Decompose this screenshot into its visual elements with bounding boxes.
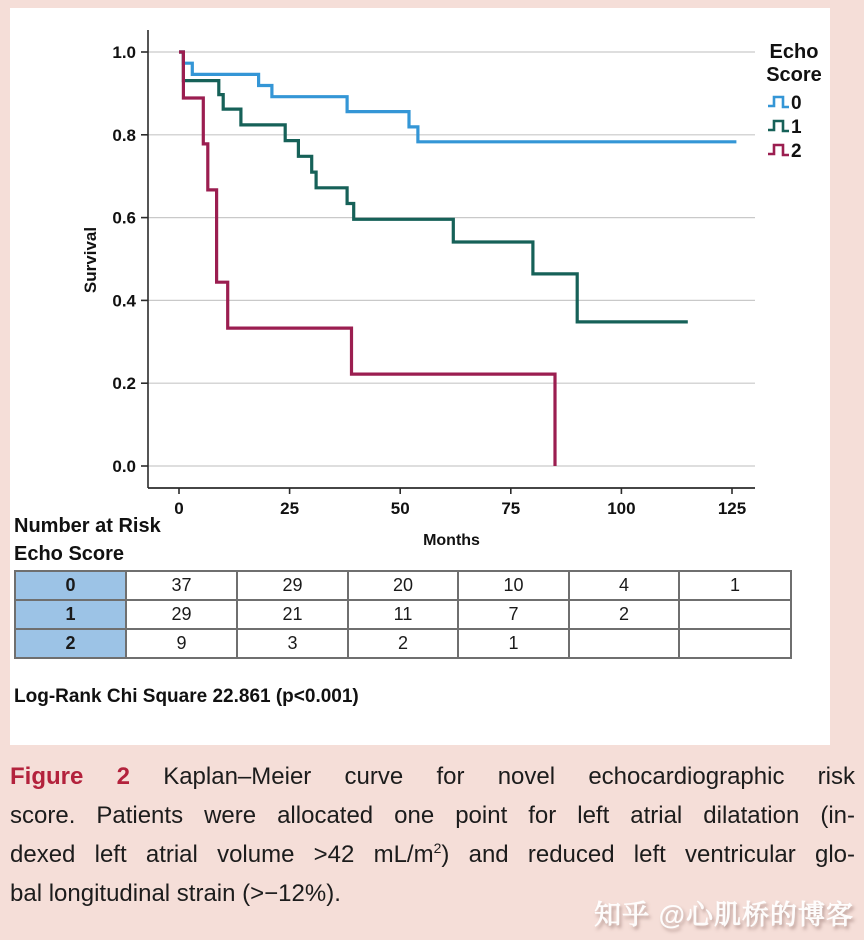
caption-line-3	[10, 835, 855, 874]
km-curve-1	[179, 52, 688, 322]
x-tick-label: 25	[280, 499, 300, 518]
row-header-score-0: 0	[15, 571, 126, 600]
x-tick-label: 0	[174, 499, 184, 518]
logrank-statistic: Log-Rank Chi Square 22.861 (p<0.001)	[14, 686, 359, 707]
legend-item-label: 0	[791, 93, 802, 114]
caption-text: Kaplan–Meier curve for novel echocardiographic risk	[163, 763, 855, 790]
x-tick-label: 50	[390, 499, 410, 518]
risk-cell: 3	[237, 629, 348, 658]
caption-text: ) and reduced left ventricular glo-	[441, 841, 855, 868]
legend-key-step-icon	[768, 97, 789, 107]
risk-cell: 7	[458, 600, 569, 629]
risk-cell: 10	[458, 571, 569, 600]
km-curve-0	[179, 52, 736, 142]
risk-cell	[569, 629, 679, 658]
risk-cell: 21	[237, 600, 348, 629]
table-row	[15, 629, 791, 658]
legend-key-step-icon	[768, 121, 789, 131]
legend-title: Score	[766, 64, 822, 86]
legend-key-step-icon	[768, 145, 789, 155]
risk-cell: 29	[126, 600, 237, 629]
risk-cell: 11	[348, 600, 458, 629]
risk-cell: 1	[458, 629, 569, 658]
legend-title: Echo	[769, 41, 819, 63]
figure-caption	[10, 757, 855, 913]
km-curve-2	[179, 52, 555, 466]
caption-line-1	[10, 757, 855, 796]
figure-number-label: Figure 2	[10, 763, 130, 790]
risk-cell: 4	[569, 571, 679, 600]
risk-cell	[679, 600, 791, 629]
table-row	[15, 600, 791, 629]
number-at-risk-table	[14, 570, 792, 659]
row-header-score-2: 2	[15, 629, 126, 658]
caption-text: dexed left atrial volume >42 mL/m	[10, 841, 434, 868]
legend-item-label: 1	[791, 117, 802, 138]
risk-cell	[679, 629, 791, 658]
legend-item-label: 2	[791, 141, 802, 162]
echo-score-label: Echo Score	[14, 543, 125, 565]
number-at-risk-label: Number at Risk	[14, 515, 161, 537]
x-tick-label: 125	[717, 499, 747, 518]
x-axis-title: Months	[423, 532, 480, 549]
row-header-score-1: 1	[15, 600, 126, 629]
caption-superscript: 2	[433, 840, 442, 856]
y-tick-label: 0.2	[112, 374, 136, 394]
caption-line-4: bal longitudinal strain (>−12%).	[10, 880, 341, 907]
risk-cell: 9	[126, 629, 237, 658]
y-tick-label: 0.8	[112, 125, 136, 145]
x-tick-label: 100	[607, 499, 636, 518]
risk-cell: 1	[679, 571, 791, 600]
risk-cell: 29	[237, 571, 348, 600]
y-tick-label: 1.0	[112, 43, 136, 62]
zhihu-watermark: 知乎 @心肌桥的博客	[594, 900, 854, 930]
risk-cell: 20	[348, 571, 458, 600]
y-axis-title: Survival	[81, 226, 100, 294]
caption-line-2: score. Patients were allocated one point for left atrial dilatation (in-	[10, 802, 855, 829]
y-tick-label: 0.4	[112, 291, 136, 311]
y-tick-label: 0.0	[112, 457, 136, 476]
risk-cell: 2	[348, 629, 458, 658]
risk-cell: 2	[569, 600, 679, 629]
x-tick-label: 75	[501, 499, 521, 518]
table-row	[15, 571, 791, 600]
risk-cell: 37	[126, 571, 237, 600]
y-tick-label: 0.6	[112, 208, 136, 228]
